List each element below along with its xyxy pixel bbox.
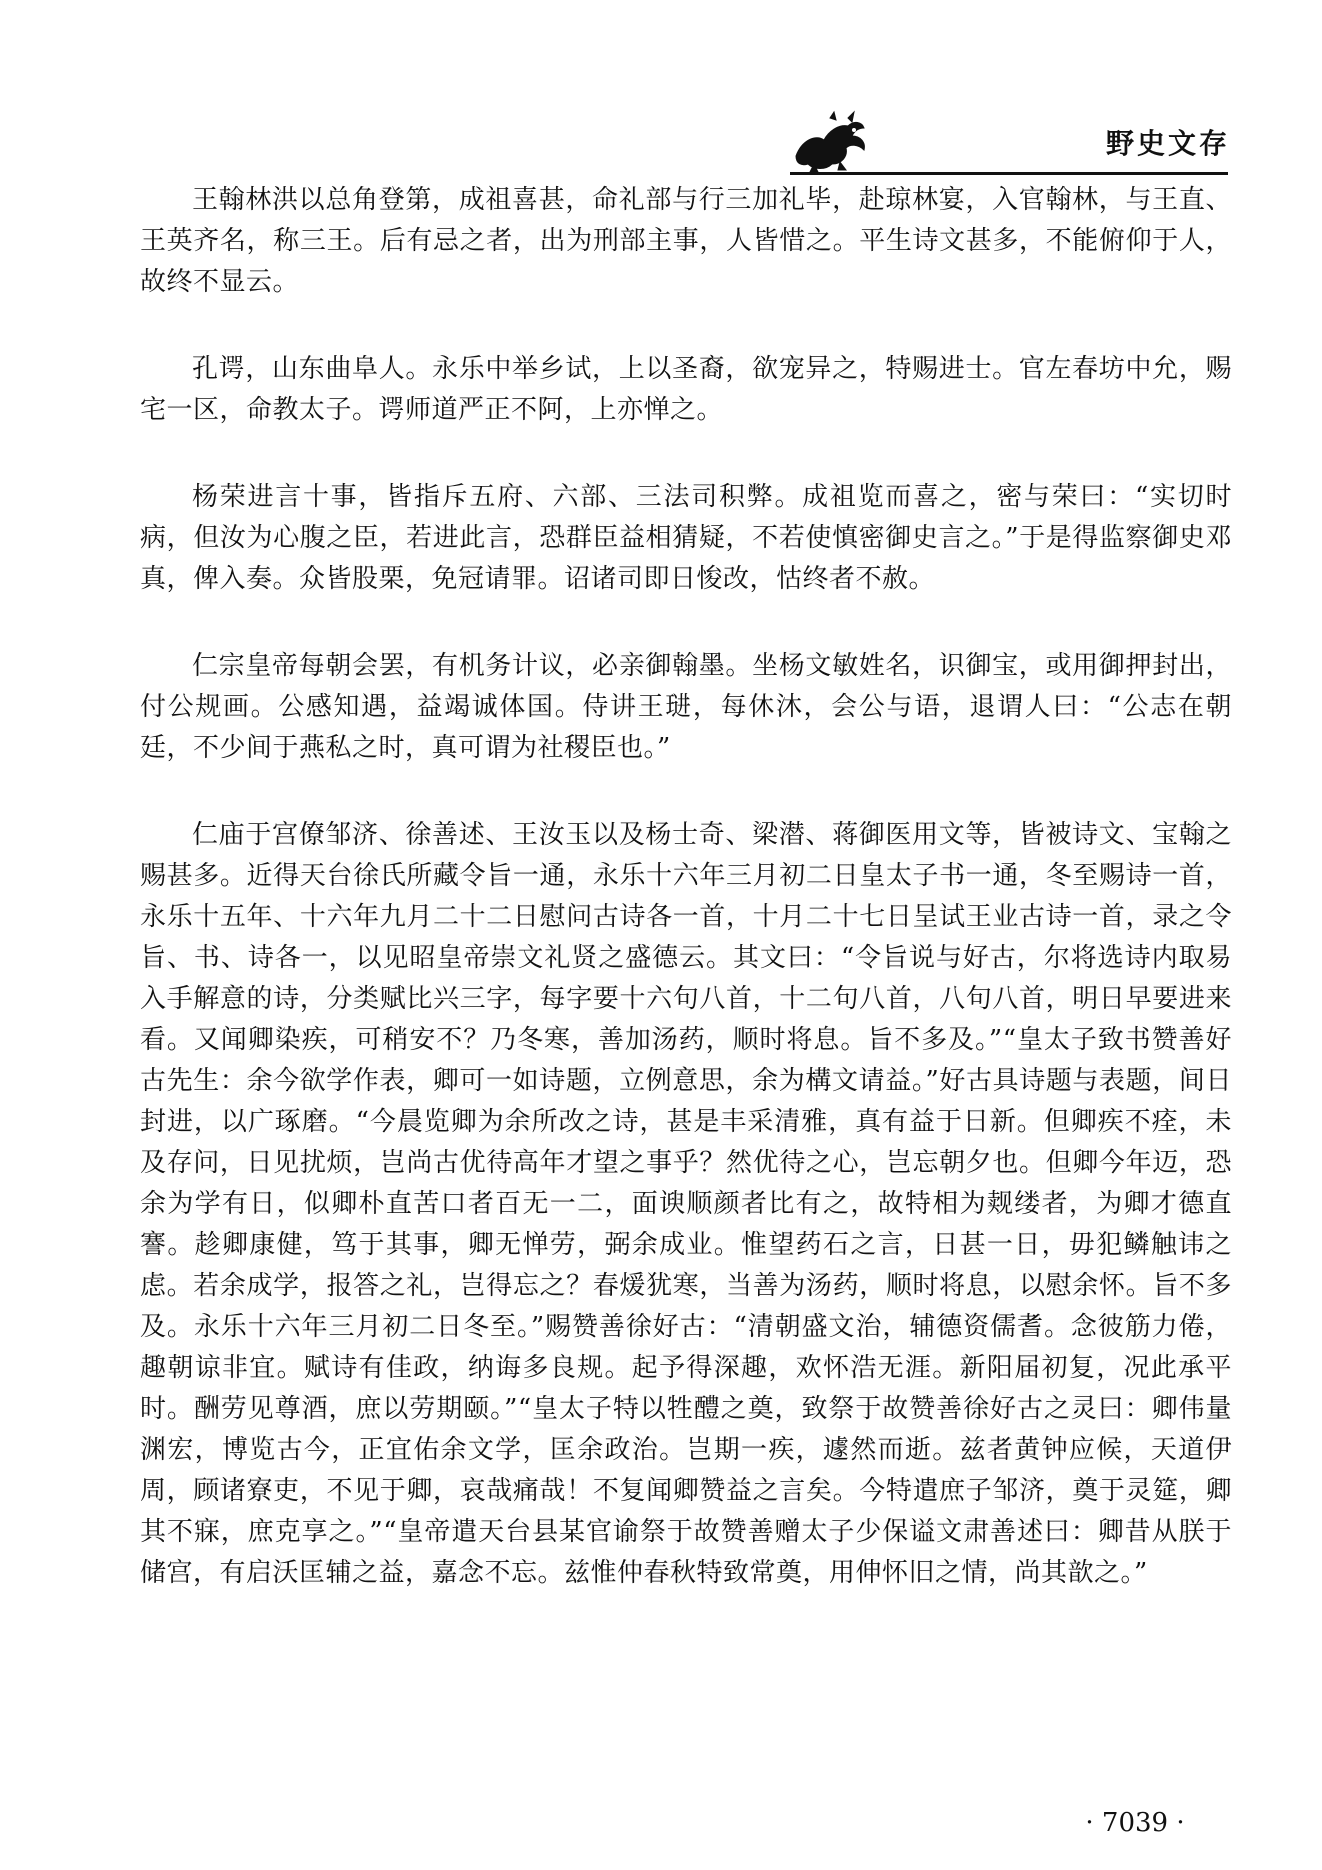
- paragraph: 仁庙于宫僚邹济、徐善述、王汝玉以及杨士奇、梁潜、蒋御医用文等，皆被诗文、宝翰之赐甚多。近得天台徐氏所藏令旨一通，永乐十六年三月初二日皇太子书一通，冬至赐诗一首，永乐十五年、十六年九月二十二日慰问古诗各一首，十月二十七日呈试王业古诗一首，录之令旨、书、诗各一，以见昭皇帝崇文礼贤之盛德云。其文曰：“令旨说与好古，尔将选诗内取易入手解意的诗，分类赋比兴三字，每字要十六句八首，十二句八首，八句八首，明日早要进来看。又闻卿染疾，可稍安不？乃冬寒，善加汤药，顺时将息。旨不多及。”“皇太子致书赞善好古先生：余今欲学作表，卿可一如诗题，立例意思，余为構文请益。”好古具诗题与表题，间日封进，以广琢磨。“今晨览卿为余所改之诗，甚是丰采清雅，真有益于日新。但卿疾不痊，未及存问，日见扰烦，岂尚古优待高年才望之事乎？然优待之心，岂忘朝夕也。但卿今年迈，恐余为学有日，似卿朴直苦口者百无一二，面谀顺颜者比有之，故特相为觌缕者，为卿才德直謇。趁卿康健，笃于其事，卿无惮劳，弼余成业。惟望药石之言，日甚一日，毋犯鳞触讳之虑。若余成学，报答之礼，岂得忘之？春煖犹寒，当善为汤药，顺时将息，以慰余怀。旨不多及。永乐十六年三月初二日冬至。”赐赞善徐好古：“清朝盛文治，辅德资儒耆。念彼筋力倦，趣朝谅非宜。赋诗有佳政，纳诲多良规。起予得深趣，欢怀浩无涯。新阳届初复，况此承平时。酬劳见尊酒，庶以劳期颐。”“皇太子特以牲醴之奠，致祭于故赞善徐好古之灵曰：卿伟量渊宏，博览古今，正宜佑余文学，匡余政治。岂期一疾，遽然而逝。兹者黄钟应候，天道伊周，顾诸寮吏，不见于卿，哀哉痛哉！不复闻卿赞益之言矣。今特遣庶子邹济，奠于灵筵，卿其不寐，庶克享之。”“皇帝遣天台县某官谕祭于故赞善赠太子少保谥文肃善述曰：卿昔从朕于储宫，有启沃匡辅之益，嘉念不忘。兹惟仲春秋特致常奠，用伸怀旧之情，尚其歆之。”: [140, 820, 1232, 1588]
- paragraph: 杨荣进言十事，皆指斥五府、六部、三法司积弊。成祖览而喜之，密与荣曰：“实切时病，但汝为心腹之臣，若进此言，恐群臣益相猜疑，不若使慎密御史言之。”于是得监察御史邓真，俾入奏。众皆股栗，免冠请罪。诏诸司即日悛改，怙终者不赦。: [140, 482, 1232, 594]
- header-rule: [790, 172, 1228, 175]
- page-header: [0, 100, 1322, 190]
- paragraph: 王翰林洪以总角登第，成祖喜甚，命礼部与行三加礼毕，赴琼林宴，入官翰林，与王直、王英齐名，称三王。后有忌之者，出为刑部主事，人皆惜之。平生诗文甚多，不能俯仰于人，故终不显云。: [140, 185, 1232, 297]
- paragraph: 孔谔，山东曲阜人。永乐中举乡试，上以圣裔，欲宠异之，特赐进士。官左春坊中允，赐宅一区，命教太子。谔师道严正不阿，上亦惮之。: [140, 354, 1232, 425]
- main-text: [140, 180, 1232, 1594]
- paragraph: 仁宗皇帝每朝会罢，有机务计议，必亲御翰墨。坐杨文敏姓名，识御宝，或用御押封出，付公规画。公感知遇，益竭诚体国。侍讲王琎，每休沐，会公与语，退谓人曰：“公志在朝廷，不少间于燕私之时，真可谓为社稷臣也。”: [140, 651, 1232, 763]
- book-title: 野史文存: [1105, 127, 1230, 160]
- dragon-emblem-icon: [790, 110, 870, 176]
- page-number: · 7039 ·: [1085, 1808, 1185, 1838]
